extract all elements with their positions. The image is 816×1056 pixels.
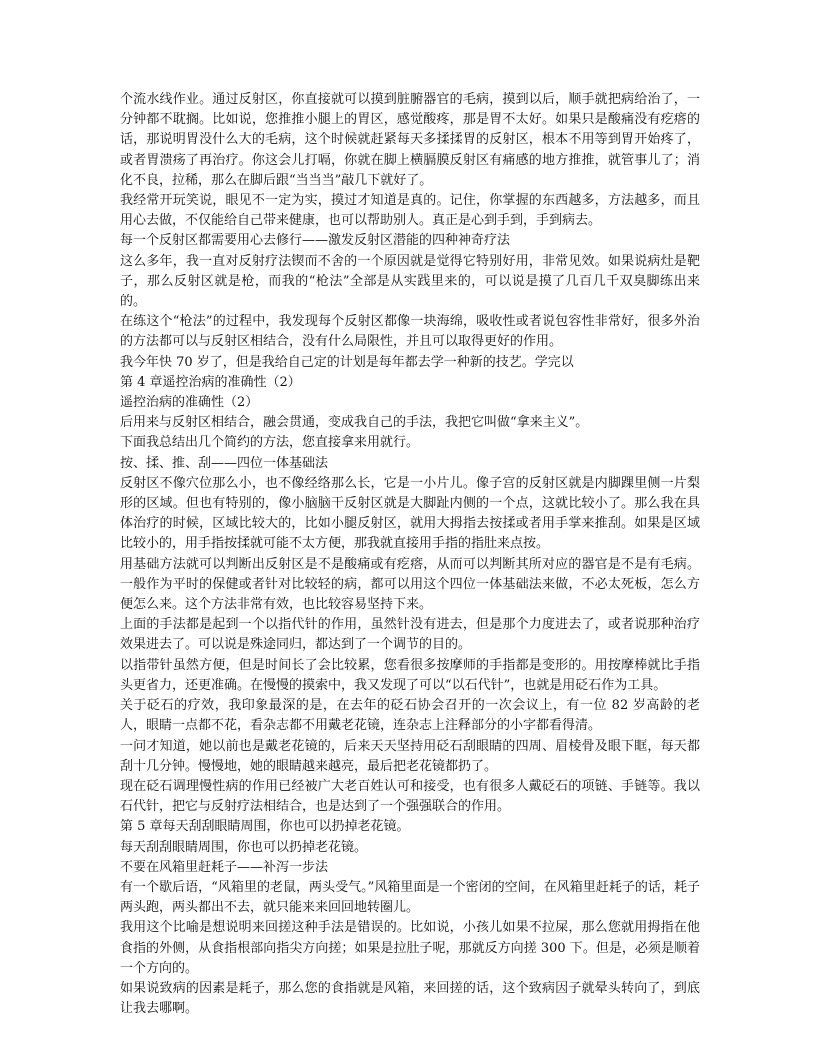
paragraph: 反射区不像穴位那么小，也不像经络那么长，它是一小片儿。像子宫的反射区就是内脚踝里侧一片梨形的区域。但也有特别的，像小脑脑干反射区就是大脚趾内侧的一个点，这就比较小了。那么我在具体治疗的时候，区域比较大的，比如小腿反射区，就用大拇指去按揉或者用手掌来推刮。如果是区域比较小的，用手指按揉就可能不太方便，那我就直接用手指的指肚来点按。	[120, 475, 700, 552]
paragraph: 如果说致病的因素是耗子，那么您的食指就是风箱，来回搓的话，这个致病因子就晕头转向了，到底让我去哪啊。	[120, 980, 700, 1017]
paragraph: 我用这个比喻是想说明来回搓这种手法是错误的。比如说，小孩儿如果不拉屎，那么您就用拇指在他食指的外侧，从食指根部向指尖方向搓；如果是拉肚子呢，那就反方向搓 300 下。但是，必须是顺着一个方向的。	[120, 920, 700, 976]
section-heading: 每一个反射区都需要用心去修行——激发反射区潜能的四种神奇疗法	[120, 233, 511, 249]
paragraph: 以指带针虽然方便，但是时间长了会比较累，您看很多按摩师的手指都是变形的。用按摩棒就比手指头更省力，还更准确。在慢慢的摸索中，我又发现了可以“以石代针”，也就是用砭石作为工具。	[120, 657, 700, 693]
section-heading: 不要在风箱里赶耗子——补泻一步法	[120, 859, 329, 875]
paragraph: 上面的手法都是起到一个以指代针的作用，虽然针没有进去，但是那个力度进去了，或者说那种治疗效果进去了。可以说是殊途同归，都达到了一个调节的目的。	[120, 617, 700, 653]
paragraph: 这么多年，我一直对反射疗法锲而不舍的一个原因就是觉得它特别好用，非常见效。如果说病灶是靶子，那么反射区就是枪，而我的“枪法”全部是从实践里来的，可以说是摸了几百几千双臭脚练出来的。	[120, 253, 700, 310]
paragraph: 现在砭石调理慢性病的作用已经被广大老百姓认可和接受，也有很多人戴砭石的项链、手链等。我以石代针，把它与反射疗法相结合，也是达到了一个强强联合的作用。	[120, 778, 700, 815]
chapter-subtitle: 每天刮刮眼睛周围，你也可以扔掉老花镜。	[120, 839, 368, 855]
paragraph: 我今年快 70 岁了，但是我给自己定的计划是每年都去学一种新的技艺。学完以	[120, 354, 574, 370]
paragraph: 在练这个“枪法”的过程中，我发现每个反射区都像一块海绵，吸收性或者说包容性非常好，很多外治的方法都可以与反射区相结合，没有什么局限性，并且可以取得更好的作用。	[120, 314, 700, 350]
paragraph: 下面我总结出几个简约的方法，您直接拿来用就行。	[120, 435, 420, 451]
chapter-title: 第 5 章每天刮刮眼睛周围，你也可以扔掉老花镜。	[120, 819, 410, 835]
paragraph: 后用来与反射区相结合，融会贯通，变成我自己的手法，我把它叫做“拿来主义”。	[120, 415, 589, 431]
paragraph: 我经常开玩笑说，眼见不一定为实，摸过才知道是真的。记住，你掌握的东西越多，方法越多，而且用心去做，不仅能给自己带来健康，也可以帮助别人。真正是心到手到，手到病去。	[120, 193, 700, 229]
paragraph: 有一个歇后语，“风箱里的老鼠，两头受气。”风箱里面是一个密闭的空间，在风箱里赶耗子的话，耗子两头跑，两头都出不去，就只能来来回回地转圈儿。	[120, 879, 700, 916]
paragraph: 用基础方法就可以判断出反射区是不是酸痛或有疙瘩，从而可以判断其所对应的器官是不是有毛病。一般作为平时的保健或者针对比较轻的病，都可以用这个四位一体基础法来做，不必太死板，怎么方便怎么来。这个方法非常有效，也比较容易坚持下来。	[120, 556, 700, 613]
document-body	[120, 90, 700, 1019]
paragraph: 一问才知道，她以前也是戴老花镜的，后来天天坚持用砭石刮眼睛的四周、眉棱骨及眼下眶，每天都刮十几分钟。慢慢地，她的眼睛越来越亮，最后把老花镜都扔了。	[120, 738, 700, 774]
paragraph: 个流水线作业。通过反射区，你直接就可以摸到脏腑器官的毛病，摸到以后，顺手就把病给治了，一分钟都不耽搁。比如说，您推推小腿上的胃区，感觉酸疼，那是胃不太好。如果只是酸痛没有疙瘩的话，那说明胃没什么大的毛病，这个时候就赶紧每天多揉揉胃的反射区，根本不用等到胃开始疼了，或者胃溃疡了再治疗。你这会儿打嗝，你就在脚上横膈膜反射区有痛感的地方推推，就管事儿了；消化不良，拉稀，那么在脚后跟“当当当”敲几下就好了。	[120, 92, 700, 188]
chapter-title: 第 4 章遥控治病的准确性（2）	[120, 374, 301, 390]
paragraph: 关于砭石的疗效，我印象最深的是，在去年的砭石协会召开的一次会议上，有一位 82 岁高龄的老人，眼睛一点都不花，看杂志都不用戴老花镜，连杂志上注释部分的小字都看得清。	[120, 698, 700, 734]
chapter-subtitle: 遥控治病的准确性（2）	[120, 395, 259, 411]
section-heading: 按、揉、推、刮——四位一体基础法	[120, 455, 329, 471]
